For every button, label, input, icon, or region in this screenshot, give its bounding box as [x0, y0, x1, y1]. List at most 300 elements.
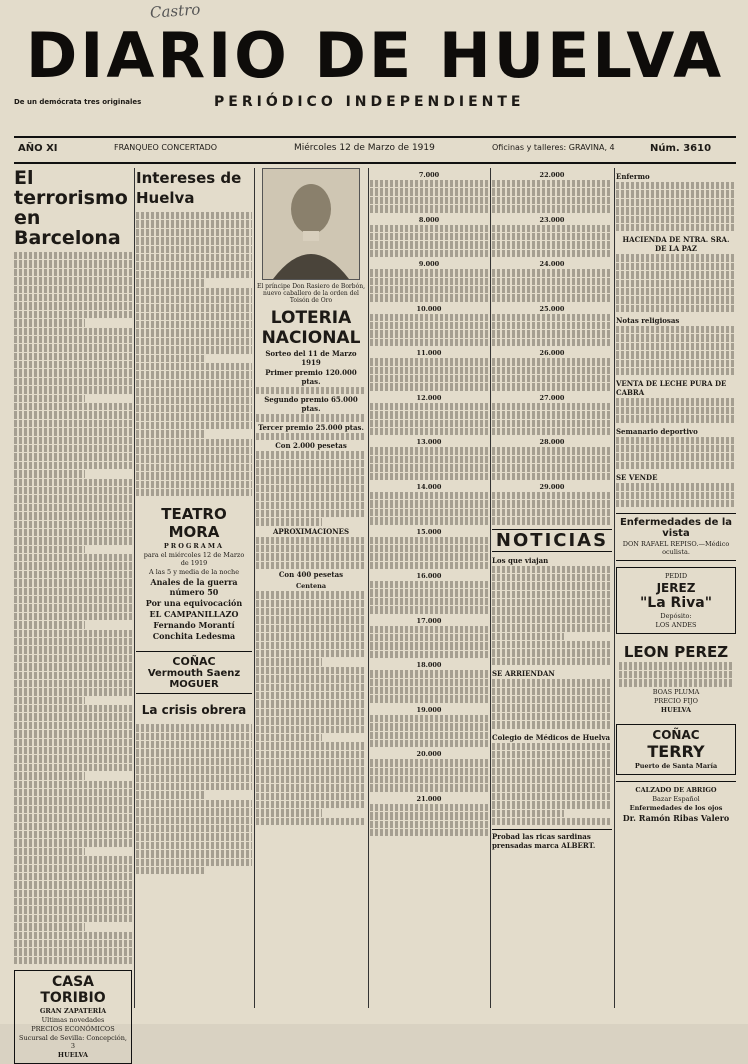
- text-line: [256, 545, 366, 552]
- text-line: [136, 439, 252, 446]
- text-lines: [256, 387, 366, 394]
- column-rule: [134, 168, 135, 1008]
- text-line: [492, 704, 612, 711]
- handwritten-signature: Castro: [149, 0, 201, 22]
- text-line: [14, 663, 132, 670]
- text-lines: [619, 662, 733, 669]
- issue-date: Miércoles 12 de Marzo de 1919: [294, 143, 435, 153]
- text-line: [616, 182, 736, 189]
- text-line: [616, 360, 736, 367]
- text-line: [256, 460, 366, 467]
- number-row: [370, 180, 488, 187]
- text-line: [616, 483, 736, 490]
- program-date: para el miércoles 12 de Marzo de 1919: [143, 551, 245, 568]
- text-line: [14, 915, 132, 922]
- text-line: [136, 313, 252, 320]
- lottery-prize: Tercer premio 25.000 ptas.: [258, 422, 364, 432]
- text-line: [14, 722, 132, 729]
- section-head: 17.000: [416, 616, 442, 625]
- article-body: [492, 743, 612, 826]
- column-rule: [368, 168, 369, 1008]
- ad-vista: [616, 513, 736, 561]
- text-line: [256, 759, 366, 766]
- number-row: [370, 367, 488, 374]
- text-line: [256, 818, 366, 825]
- offices: Oficinas y talleres: GRAVINA, 4: [492, 143, 615, 152]
- number-row: [492, 492, 612, 499]
- text-line: [14, 546, 85, 553]
- text-line: [492, 599, 612, 606]
- text-line: [14, 940, 132, 947]
- text-line: [14, 311, 132, 318]
- text-line: [14, 831, 132, 838]
- prize-400: Con 400 pesetas: [278, 570, 344, 580]
- number-row: [370, 294, 488, 301]
- theatre-program: [136, 502, 252, 645]
- number-row: [492, 322, 612, 329]
- text-line: [492, 688, 612, 695]
- text-line: [136, 246, 252, 253]
- ad-city: HUELVA: [57, 1051, 89, 1060]
- text-line: [14, 462, 132, 469]
- text-line: [492, 566, 612, 573]
- text-line: [616, 199, 736, 206]
- approx-title: APROXIMACIONES: [272, 526, 350, 536]
- number-row: [492, 286, 612, 293]
- text-line: [136, 724, 252, 731]
- ad-line: Ultimas novedades: [41, 1016, 105, 1025]
- number-row: [492, 509, 612, 516]
- text-line: [492, 679, 612, 686]
- text-line: [256, 502, 366, 509]
- text-line: [14, 403, 132, 410]
- text-line: [14, 495, 132, 502]
- column-2: [136, 168, 252, 1008]
- text-line: [14, 705, 132, 712]
- text-line: [492, 607, 612, 614]
- text-line: [256, 684, 366, 691]
- text-line: [136, 388, 252, 395]
- column-4: [370, 168, 488, 1008]
- text-line: [492, 649, 612, 656]
- number-row: [492, 375, 612, 382]
- text-line: [14, 386, 132, 393]
- section-head: 7.000: [418, 171, 440, 179]
- number-row: [370, 500, 488, 507]
- section-head: 9.000: [418, 260, 440, 269]
- text-line: [136, 867, 206, 874]
- number-blocks: [492, 171, 612, 525]
- section-head: 23.000: [539, 215, 565, 224]
- text-lines: [619, 671, 733, 678]
- text-line: [616, 492, 736, 499]
- article-body: [14, 252, 132, 964]
- column-6: [616, 168, 736, 1008]
- number-row: [492, 456, 612, 463]
- ad-title: CALZADO DE ABRIGO: [635, 785, 717, 794]
- text-line: [14, 445, 132, 452]
- portrait-caption: El príncipe Don Rasiero de Borbón, nuevo caballero de la orden del Toisón de Oro: [256, 283, 366, 304]
- text-line: [136, 296, 252, 303]
- text-line: [136, 397, 252, 404]
- section-head: 22.000: [539, 171, 565, 179]
- text-line: [492, 713, 612, 720]
- number-row: [370, 812, 488, 819]
- text-line: [256, 776, 366, 783]
- number-row: [492, 403, 612, 410]
- text-line: [136, 455, 252, 462]
- text-line: [616, 224, 736, 231]
- number-row: [370, 411, 488, 418]
- text-line: [14, 680, 132, 687]
- text-line: [256, 608, 366, 615]
- text-line: [14, 437, 132, 444]
- text-line: [14, 764, 132, 771]
- number-row: [492, 314, 612, 321]
- text-line: [256, 742, 366, 749]
- text-line: [14, 521, 132, 528]
- text-line: [256, 767, 366, 774]
- text-line: [136, 380, 252, 387]
- text-line: [136, 355, 206, 362]
- text-line: [14, 697, 85, 704]
- text-line: [14, 562, 132, 569]
- text-line: [136, 489, 252, 496]
- text-line: [14, 571, 132, 578]
- number-row: [370, 776, 488, 783]
- number-row: [370, 715, 488, 722]
- ad-city: MOGUER: [169, 679, 219, 691]
- ad-prices: PRECIOS ECONÓMICOS: [31, 1025, 115, 1034]
- number-row: [370, 598, 488, 605]
- text-line: [492, 768, 612, 775]
- text-line: [136, 254, 252, 261]
- number-row: [492, 233, 612, 240]
- text-line: [136, 833, 252, 840]
- text-line: [14, 814, 132, 821]
- text-line: [492, 696, 612, 703]
- text-line: [256, 784, 366, 791]
- text-line: [136, 279, 206, 286]
- text-line: [616, 453, 736, 460]
- program-item: Por una equivocación: [145, 598, 243, 609]
- text-line: [14, 529, 132, 536]
- column-rule: [490, 168, 491, 1008]
- text-line: [616, 462, 736, 469]
- text-line: [14, 260, 132, 267]
- text-line: [616, 207, 736, 214]
- number-row: [370, 383, 488, 390]
- text-line: [14, 252, 132, 259]
- text-line: [492, 810, 564, 817]
- number-blocks: [256, 591, 366, 825]
- section-head: 13.000: [416, 438, 442, 447]
- theatre-title: TEATRO MORA: [161, 505, 227, 542]
- text-line: [14, 797, 132, 804]
- number-row: [492, 411, 612, 418]
- text-line: [14, 713, 132, 720]
- text-line: [256, 751, 366, 758]
- ad-subtitle: Vermouth Saenz: [147, 668, 241, 680]
- text-line: [256, 734, 322, 741]
- number-row: [370, 314, 488, 321]
- text-line: [136, 733, 252, 740]
- article-body: [616, 398, 736, 422]
- text-line: [256, 801, 366, 808]
- text-line: [616, 326, 736, 333]
- text-line: [256, 726, 366, 733]
- text-line: [136, 405, 252, 412]
- section-head: 29.000: [539, 482, 565, 491]
- ad-subtitle: GRAN ZAPATERÍA: [39, 1007, 107, 1016]
- text-line: [256, 600, 366, 607]
- text-line: [14, 630, 132, 637]
- text-line: [256, 793, 366, 800]
- number-row: [492, 383, 612, 390]
- text-line: [136, 220, 252, 227]
- ad-title: LEON PEREZ: [623, 643, 729, 662]
- number-row: [492, 241, 612, 248]
- section-head: Semanario deportivo: [616, 426, 698, 436]
- section-head: SE VENDE: [616, 473, 658, 483]
- number-row: [370, 821, 488, 828]
- text-line: [136, 212, 252, 219]
- number-row: [370, 829, 488, 836]
- text-line: [136, 741, 252, 748]
- section-head: SE ARRIENDAN: [492, 669, 555, 679]
- ad-line: Bazar Español: [652, 794, 700, 803]
- text-line: [616, 190, 736, 197]
- ad-probad: Probad las ricas sardinas prensadas marca ALBERT.: [492, 829, 612, 850]
- text-line: [616, 368, 736, 375]
- section-head: 16.000: [416, 572, 442, 581]
- number-row: [370, 330, 488, 337]
- number-row: [492, 197, 612, 204]
- number-row: [370, 784, 488, 791]
- ad-title: JEREZ: [656, 581, 696, 596]
- number-row: [370, 804, 488, 811]
- ad-title: "La Riva": [640, 595, 712, 612]
- portrait-illustration: [262, 168, 360, 280]
- column-1: [14, 167, 132, 1060]
- text-line: [136, 271, 252, 278]
- text-line: [136, 758, 252, 765]
- lottery-prize: Segundo premio 65.000 ptas.: [264, 395, 358, 414]
- text-line: [256, 493, 366, 500]
- column-rule: [254, 168, 255, 1008]
- number-row: [492, 205, 612, 212]
- text-line: [492, 641, 612, 648]
- text-line: [14, 453, 132, 460]
- text-line: [616, 305, 736, 312]
- ad-line: PRECIO FIJO: [654, 696, 698, 705]
- text-line: [616, 263, 736, 270]
- text-line: [256, 809, 322, 816]
- text-line: [14, 395, 85, 402]
- number-row: [370, 732, 488, 739]
- text-line: [14, 646, 132, 653]
- text-line: [14, 344, 132, 351]
- number-row: [370, 473, 488, 480]
- text-line: [14, 487, 132, 494]
- text-line: [256, 510, 366, 517]
- section-head: VENTA DE LECHE PURA DE CABRA: [616, 379, 727, 398]
- number-row: [370, 626, 488, 633]
- column-3: [256, 168, 366, 1008]
- text-line: [492, 776, 612, 783]
- section-head: 28.000: [539, 438, 565, 447]
- newspaper-title: DIARIO DE HUELVA: [25, 19, 725, 92]
- text-line: [14, 504, 132, 511]
- number-row: [370, 447, 488, 454]
- text-line: [492, 658, 612, 665]
- number-row: [370, 322, 488, 329]
- text-line: [492, 751, 612, 758]
- text-line: [14, 596, 132, 603]
- number-row: [370, 188, 488, 195]
- text-line: [616, 445, 736, 452]
- number-row: [492, 278, 612, 285]
- number-row: [370, 205, 488, 212]
- section-head: Enfermo: [616, 172, 650, 181]
- number-row: [370, 456, 488, 463]
- text-line: [136, 472, 252, 479]
- text-line: [14, 353, 132, 360]
- number-row: [492, 473, 612, 480]
- text-line: [136, 229, 252, 236]
- number-row: [370, 670, 488, 677]
- number-row: [370, 687, 488, 694]
- text-line: [14, 932, 132, 939]
- text-line: [14, 369, 132, 376]
- text-line: [136, 766, 252, 773]
- text-line: [136, 850, 252, 857]
- section-head: HACIENDA DE NTRA. SRA. DE LA PAZ: [622, 235, 730, 254]
- number-row: [370, 286, 488, 293]
- franqueo: FRANQUEO CONCERTADO: [114, 143, 218, 152]
- text-line: [492, 784, 612, 791]
- text-line: [14, 730, 132, 737]
- text-line: [14, 789, 132, 796]
- ad-line: LOS ANDES: [655, 621, 697, 630]
- lottery-prize: Primer premio 120.000 ptas.: [265, 368, 357, 386]
- section-head: 11.000: [416, 349, 442, 358]
- text-line: [616, 271, 736, 278]
- text-line: [14, 923, 85, 930]
- number-row: [370, 420, 488, 427]
- ad-leon-perez: [616, 640, 736, 717]
- ad-line: PEDID: [664, 572, 688, 581]
- text-line: [256, 518, 322, 525]
- number-row: [370, 537, 488, 544]
- program-item: EL CAMPANILLAZO: [149, 609, 239, 620]
- text-line: [256, 717, 366, 724]
- section-head: 20.000: [416, 750, 442, 759]
- text-lines: [619, 679, 733, 686]
- section-head: 24.000: [539, 260, 565, 269]
- text-line: [492, 582, 612, 589]
- lottery-title: LOTERIA NACIONAL: [261, 308, 361, 348]
- ad-line: DON RAFAEL REPISO.—Médico oculista.: [622, 540, 730, 557]
- number-row: [492, 517, 612, 524]
- section-head: 18.000: [416, 661, 442, 670]
- text-line: [256, 709, 366, 716]
- text-line: [14, 865, 132, 872]
- ad-city: HUELVA: [660, 705, 692, 714]
- text-line: [136, 859, 252, 866]
- ad-jerez-la-riva: [616, 567, 736, 634]
- number-row: [492, 269, 612, 276]
- number-row: [492, 428, 612, 435]
- text-line: [14, 604, 132, 611]
- section-head: 26.000: [539, 349, 565, 358]
- article-body: [136, 212, 252, 496]
- text-line: [136, 825, 252, 832]
- text-line: [14, 479, 132, 486]
- text-line: [136, 422, 252, 429]
- text-line: [14, 621, 85, 628]
- number-row: [370, 634, 488, 641]
- text-line: [14, 638, 132, 645]
- number-row: [370, 553, 488, 560]
- section-head: 12.000: [416, 393, 442, 402]
- program-time: A las 5 y media de la noche: [148, 568, 240, 577]
- text-line: [136, 262, 252, 269]
- text-line: [14, 957, 132, 964]
- article-headline: Intereses de Huelva: [136, 169, 242, 207]
- number-row: [370, 695, 488, 702]
- masthead-slogan: De un demócrata tres originales: [14, 98, 142, 106]
- text-line: [14, 328, 132, 335]
- text-line: [256, 562, 366, 569]
- text-line: [14, 890, 132, 897]
- article-body: [616, 182, 736, 231]
- text-line: [616, 407, 736, 414]
- text-line: [136, 447, 252, 454]
- number-row: [370, 278, 488, 285]
- number-blocks: [370, 171, 488, 836]
- text-line: [14, 906, 132, 913]
- text-line: [136, 817, 252, 824]
- text-line: [136, 237, 252, 244]
- number-row: [492, 250, 612, 257]
- text-line: [14, 688, 132, 695]
- news-header: NOTICIAS: [492, 529, 612, 552]
- text-line: [256, 700, 366, 707]
- text-line: [136, 413, 252, 420]
- text-line: [616, 500, 736, 507]
- article-body: [616, 437, 736, 470]
- text-line: [492, 591, 612, 598]
- text-line: [14, 579, 132, 586]
- text-line: [14, 772, 85, 779]
- text-line: [492, 574, 612, 581]
- ad-line: Dr. Ramón Ribas Valero: [622, 812, 730, 823]
- program-item: Fernando Morantí: [153, 620, 235, 631]
- text-line: [14, 873, 132, 880]
- ad-title: COÑAC: [172, 655, 216, 669]
- text-line: [14, 512, 132, 519]
- text-line: [492, 616, 612, 623]
- masthead-sub-row: [14, 94, 736, 114]
- text-lines: [256, 414, 366, 421]
- ad-title: TERRY: [647, 741, 705, 761]
- text-line: [256, 667, 366, 674]
- text-line: [616, 437, 736, 444]
- number-row: [370, 375, 488, 382]
- program-item: Conchita Ledesma: [152, 631, 236, 642]
- text-line: [136, 304, 252, 311]
